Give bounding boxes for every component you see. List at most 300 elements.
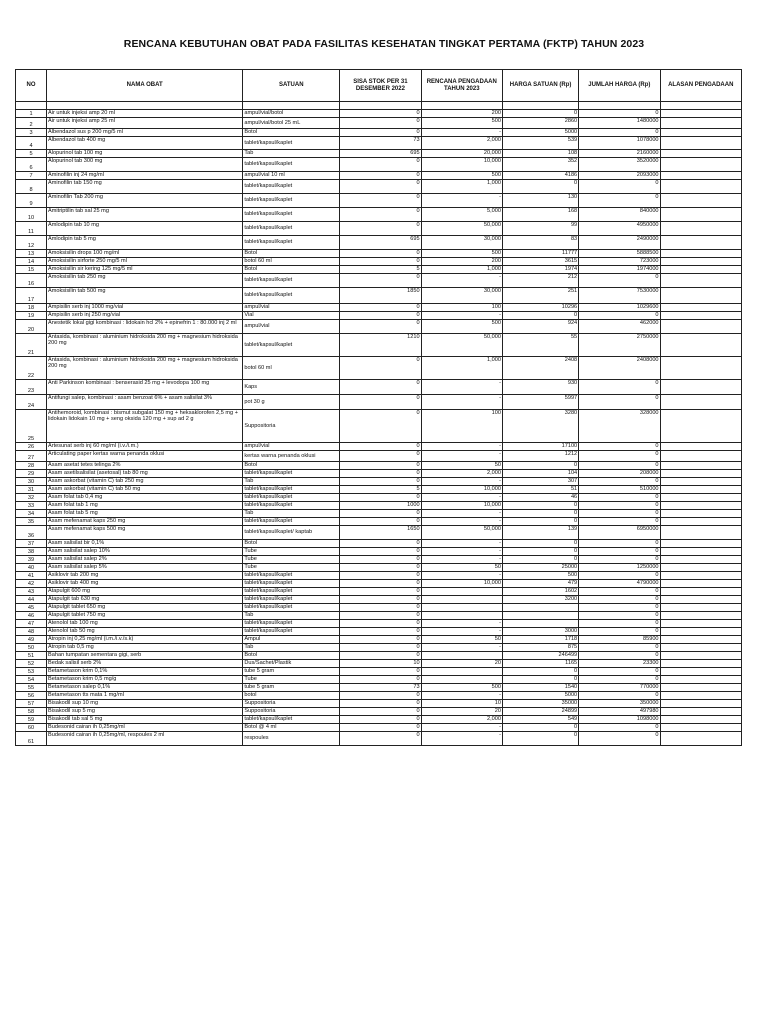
table-cell-jumlah-harga: 0 <box>579 194 660 208</box>
table-row <box>16 288 742 304</box>
table-cell-alasan <box>660 676 741 684</box>
table-cell-no: 1 <box>16 110 47 118</box>
table-cell-jumlah-harga: 462000 <box>579 320 660 334</box>
table-cell-no: 54 <box>16 676 47 684</box>
table-cell-jumlah-harga: 23300 <box>579 660 660 668</box>
table-cell-no: 20 <box>16 320 47 334</box>
table-cell-sisa-stok: 0 <box>340 443 421 451</box>
table-cell-jumlah-harga: 0 <box>579 556 660 564</box>
table-cell-no: 26 <box>16 443 47 451</box>
column-header-jumlah-harga: JUMLAH HARGA (Rp) <box>579 70 660 102</box>
table-cell-jumlah-harga: 0 <box>579 612 660 620</box>
table-cell-rencana: 100 <box>421 410 502 443</box>
table-cell-harga-satuan: 35000 <box>502 700 578 708</box>
table-cell-jumlah-harga: 0 <box>579 676 660 684</box>
table-row <box>16 462 742 470</box>
table-cell-harga-satuan: 0 <box>502 180 578 194</box>
table-cell-nama-obat: Asam asetat tetes telinga 2% <box>47 462 243 470</box>
table-cell-sisa-stok: 695 <box>340 236 421 250</box>
table-cell-no: 41 <box>16 572 47 580</box>
table-cell-no: 60 <box>16 724 47 732</box>
table-cell-no: 16 <box>16 274 47 288</box>
table-cell-no: 50 <box>16 644 47 652</box>
table-cell-no: 43 <box>16 588 47 596</box>
table-cell-alasan <box>660 564 741 572</box>
table-row <box>16 118 742 129</box>
table-cell-alasan <box>660 684 741 692</box>
table-cell-jumlah-harga: 4790000 <box>579 580 660 588</box>
table-cell-no: 47 <box>16 620 47 628</box>
table-cell-satuan: tube 5 gram <box>243 668 340 676</box>
table-cell-nama-obat: Air untuk injeksi amp 20 ml <box>47 110 243 118</box>
table-row <box>16 236 742 250</box>
table-row <box>16 604 742 612</box>
table-cell-nama-obat: Amoksisilin tab 500 mg <box>47 288 243 304</box>
table-cell-no: 3 <box>16 129 47 137</box>
table-cell-alasan <box>660 150 741 158</box>
table-cell-no: 15 <box>16 266 47 274</box>
table-cell-harga-satuan: 55 <box>502 334 578 357</box>
table-cell-jumlah-harga: 1480000 <box>579 118 660 129</box>
table-cell-sisa-stok: 0 <box>340 604 421 612</box>
table-cell-rencana <box>421 604 502 612</box>
table-cell-harga-satuan: 500 <box>502 572 578 580</box>
table-cell-satuan: botol 60 ml <box>243 258 340 266</box>
table-cell-sisa-stok: 0 <box>340 676 421 684</box>
drug-requirement-table <box>15 69 742 746</box>
table-cell-harga-satuan: 139 <box>502 526 578 540</box>
table-cell-satuan: respoules <box>243 732 340 746</box>
table-cell-alasan <box>660 470 741 478</box>
table-cell-nama-obat: Betametason salep 0,1% <box>47 684 243 692</box>
table-cell-nama-obat: Asam mefenamat kaps 500 mg <box>47 526 243 540</box>
table-cell-no: 4 <box>16 137 47 150</box>
table-cell-sisa-stok: 0 <box>340 548 421 556</box>
table-cell-nama-obat: Atropin tab 0,5 mg <box>47 644 243 652</box>
table-cell-no: 22 <box>16 357 47 380</box>
table-header-row <box>16 70 742 102</box>
table-cell-alasan <box>660 716 741 724</box>
table-cell-nama-obat: Asam salisilat salep 5% <box>47 564 243 572</box>
table-cell-nama-obat: Articulating paper kertas warna penanda oklusi <box>47 451 243 462</box>
table-row <box>16 334 742 357</box>
table-cell-rencana: 50,000 <box>421 526 502 540</box>
table-cell-rencana: - <box>421 194 502 208</box>
table-cell-rencana <box>421 668 502 676</box>
table-cell-alasan <box>660 644 741 652</box>
table-cell-no: 24 <box>16 395 47 410</box>
table-cell-jumlah-harga: 723000 <box>579 258 660 266</box>
table-cell-jumlah-harga: 0 <box>579 540 660 548</box>
table-cell-nama-obat: Betametason krim 0,5 mg/g <box>47 676 243 684</box>
table-cell-no: 10 <box>16 208 47 222</box>
table-cell-jumlah-harga: 0 <box>579 572 660 580</box>
table-cell-harga-satuan: 924 <box>502 320 578 334</box>
table-cell-rencana <box>421 596 502 604</box>
table-cell-nama-obat: Bahan tumpatan sementara gigi, serb <box>47 652 243 660</box>
table-cell-sisa-stok: 0 <box>340 580 421 588</box>
table-cell-jumlah-harga: 208000 <box>579 470 660 478</box>
table-cell-sisa-stok: 0 <box>340 258 421 266</box>
table-cell-rencana: - <box>421 628 502 636</box>
table-row <box>16 208 742 222</box>
table-cell-nama-obat: Atapulgit tablet 750 mg <box>47 612 243 620</box>
table-cell-sisa-stok: 0 <box>340 732 421 746</box>
table-cell-no: 35 <box>16 518 47 526</box>
table-cell-satuan: tablet/kapsul/kaplet <box>243 620 340 628</box>
table-cell-satuan: Dus/Sachet/Plastik <box>243 660 340 668</box>
table-cell-sisa-stok: 73 <box>340 137 421 150</box>
table-cell-alasan <box>660 628 741 636</box>
table-cell-nama-obat: Asam salisilat bir 0,1% <box>47 540 243 548</box>
table-cell-no: 38 <box>16 548 47 556</box>
table-cell-rencana: 50 <box>421 636 502 644</box>
table-cell-nama-obat: Alopurinol tab 100 mg <box>47 150 243 158</box>
table-cell-alasan <box>660 334 741 357</box>
table-cell-alasan <box>660 604 741 612</box>
table-cell-harga-satuan: 1540 <box>502 684 578 692</box>
table-cell-nama-obat: Asiklovir tab 400 mg <box>47 580 243 588</box>
table-cell-sisa-stok: 0 <box>340 222 421 236</box>
table-cell-rencana: 2,000 <box>421 470 502 478</box>
table-cell-rencana: 50 <box>421 564 502 572</box>
table-row <box>16 312 742 320</box>
table-cell-rencana: - <box>421 451 502 462</box>
table-cell-satuan: tablet/kapsul/kaplet <box>243 470 340 478</box>
table-cell-jumlah-harga: 0 <box>579 732 660 746</box>
table-cell-jumlah-harga: 1250000 <box>579 564 660 572</box>
table-cell-jumlah-harga: 497980 <box>579 708 660 716</box>
table-cell-jumlah-harga: 328000 <box>579 410 660 443</box>
table-cell-alasan <box>660 478 741 486</box>
table-cell-satuan: tablet/kapsul/kaplet <box>243 274 340 288</box>
table-cell-nama-obat: Asam askorbat (vitamin C) tab 250 mg <box>47 478 243 486</box>
table-cell-no: 40 <box>16 564 47 572</box>
table-cell-satuan: tablet/kapsul/kaplet <box>243 572 340 580</box>
table-cell-harga-satuan: 2860 <box>502 118 578 129</box>
table-cell-satuan: tablet/kapsul/kaplet <box>243 628 340 636</box>
table-cell-rencana <box>421 676 502 684</box>
table-cell-alasan <box>660 110 741 118</box>
table-cell-sisa-stok: 1000 <box>340 502 421 510</box>
table-cell-nama-obat: Ampisilin serb inj 1000 mg/vial <box>47 304 243 312</box>
table-cell-nama-obat: Antasida, kombinasi : aluminium hidroksida 200 mg + magnesium hidroksida 200 mg <box>47 334 243 357</box>
table-cell-no: 36 <box>16 526 47 540</box>
table-cell-satuan: tablet/kapsul/kaplet <box>243 137 340 150</box>
table-cell-harga-satuan: 2408 <box>502 357 578 380</box>
table-cell-harga-satuan: 549 <box>502 716 578 724</box>
table-cell-jumlah-harga: 2750000 <box>579 334 660 357</box>
table-cell-satuan: tablet/kapsul/kaplet <box>243 502 340 510</box>
table-cell-jumlah-harga: 0 <box>579 443 660 451</box>
table-cell-sisa-stok: 0 <box>340 518 421 526</box>
table-cell-rencana: 500 <box>421 320 502 334</box>
table-cell-nama-obat: Albendazol sus p 200 mg/5 ml <box>47 129 243 137</box>
table-cell-harga-satuan: 930 <box>502 380 578 395</box>
table-cell-satuan: Suppositoria <box>243 410 340 443</box>
table-cell-no: 6 <box>16 158 47 172</box>
table-cell-jumlah-harga: 4950000 <box>579 222 660 236</box>
table-cell-satuan: ampul/vial <box>243 320 340 334</box>
table-cell-harga-satuan: 0 <box>502 110 578 118</box>
table-cell-alasan <box>660 158 741 172</box>
table-cell-alasan <box>660 250 741 258</box>
table-cell-satuan: tablet/kapsul/kaplet <box>243 180 340 194</box>
table-cell-sisa-stok: 0 <box>340 462 421 470</box>
table-cell-no: 27 <box>16 451 47 462</box>
table-cell-alasan <box>660 510 741 518</box>
table-cell-satuan: Tab <box>243 150 340 158</box>
table-cell-sisa-stok: 0 <box>340 194 421 208</box>
table-row <box>16 620 742 628</box>
table-row <box>16 692 742 700</box>
table-row <box>16 129 742 137</box>
table-cell-rencana: - <box>421 478 502 486</box>
table-cell-jumlah-harga: 0 <box>579 494 660 502</box>
table-cell-satuan: Tab <box>243 478 340 486</box>
table-cell-alasan <box>660 596 741 604</box>
table-cell-alasan <box>660 708 741 716</box>
table-cell-alasan <box>660 208 741 222</box>
table-cell-harga-satuan: 0 <box>502 540 578 548</box>
table-cell-harga-satuan: 539 <box>502 137 578 150</box>
table-cell-no: 23 <box>16 380 47 395</box>
table-row <box>16 172 742 180</box>
table-cell-nama-obat: Asam folat tab 1 mg <box>47 502 243 510</box>
table-cell-nama-obat: Anti Parkinson kombinasi : benserasid 25 mg + levodopa 100 mg <box>47 380 243 395</box>
table-cell-alasan <box>660 636 741 644</box>
table-cell-alasan <box>660 502 741 510</box>
table-cell-sisa-stok: 0 <box>340 451 421 462</box>
table-cell-jumlah-harga: 0 <box>579 380 660 395</box>
table-row <box>16 180 742 194</box>
table-cell-sisa-stok: 0 <box>340 410 421 443</box>
table-cell-harga-satuan: 1212 <box>502 451 578 462</box>
table-cell-satuan: tablet/kapsul/kaplet <box>243 716 340 724</box>
table-cell-harga-satuan <box>502 604 578 612</box>
table-cell-jumlah-harga: 0 <box>579 518 660 526</box>
table-cell-satuan: Tube <box>243 556 340 564</box>
table-row <box>16 380 742 395</box>
table-cell-satuan: tablet/kapsul/kaplet <box>243 494 340 502</box>
table-cell-nama-obat: Bisakodil sup 5 mg <box>47 708 243 716</box>
table-cell-harga-satuan: 251 <box>502 288 578 304</box>
table-cell-jumlah-harga: 0 <box>579 502 660 510</box>
table-row <box>16 700 742 708</box>
table-cell-rencana: 20,000 <box>421 150 502 158</box>
table-cell-rencana: - <box>421 724 502 732</box>
table-cell-jumlah-harga: 85900 <box>579 636 660 644</box>
table-cell-harga-satuan: 1165 <box>502 660 578 668</box>
table-cell-alasan <box>660 494 741 502</box>
table-cell-alasan <box>660 118 741 129</box>
table-cell-nama-obat: Albendazol tab 400 mg <box>47 137 243 150</box>
table-cell-sisa-stok: 0 <box>340 596 421 604</box>
table-row <box>16 451 742 462</box>
table-cell-jumlah-harga: 0 <box>579 312 660 320</box>
table-cell-harga-satuan: 5000 <box>502 692 578 700</box>
table-cell-satuan: tablet/kapsul/kaplet <box>243 208 340 222</box>
table-cell-sisa-stok: 0 <box>340 172 421 180</box>
table-cell-nama-obat: Atapulgit tablet 650 mg <box>47 604 243 612</box>
table-row <box>16 708 742 716</box>
table-cell-satuan: Suppositoria <box>243 708 340 716</box>
table-cell-jumlah-harga: 0 <box>579 510 660 518</box>
table-cell-rencana: - <box>421 518 502 526</box>
table-cell-sisa-stok: 0 <box>340 564 421 572</box>
table-cell-sisa-stok: 0 <box>340 470 421 478</box>
table-cell-harga-satuan: 24899 <box>502 708 578 716</box>
table-cell-satuan: kertas warna penanda oklusi <box>243 451 340 462</box>
table-cell-no: 58 <box>16 708 47 716</box>
table-cell-alasan <box>660 732 741 746</box>
table-cell-satuan: ampul/vial <box>243 443 340 451</box>
table-cell-satuan: ampul/vial <box>243 304 340 312</box>
table-cell-harga-satuan: 246499 <box>502 652 578 660</box>
table-cell-sisa-stok: 0 <box>340 208 421 222</box>
table-cell-harga-satuan: 0 <box>502 502 578 510</box>
table-cell-jumlah-harga: 0 <box>579 668 660 676</box>
table-cell-jumlah-harga: 770000 <box>579 684 660 692</box>
table-cell-nama-obat: Bedak salisil serb 2% <box>47 660 243 668</box>
table-cell-sisa-stok: 1210 <box>340 334 421 357</box>
table-cell-nama-obat: Air untuk injeksi amp 25 ml <box>47 118 243 129</box>
table-cell-jumlah-harga: 7530000 <box>579 288 660 304</box>
table-cell-jumlah-harga: 1098000 <box>579 716 660 724</box>
table-cell-sisa-stok: 5 <box>340 266 421 274</box>
table-cell-satuan: Suppositoria <box>243 700 340 708</box>
table-row <box>16 470 742 478</box>
table-cell-nama-obat: Budesonid cairan ih 0,25mg/ml, respoules 2 ml <box>47 732 243 746</box>
table-cell-rencana: 20 <box>421 660 502 668</box>
table-cell-alasan <box>660 395 741 410</box>
table-cell-harga-satuan: 4186 <box>502 172 578 180</box>
table-cell-jumlah-harga: 0 <box>579 628 660 636</box>
table-cell-sisa-stok: 0 <box>340 478 421 486</box>
table-cell-alasan <box>660 236 741 250</box>
table-row <box>16 494 742 502</box>
table-cell-alasan <box>660 692 741 700</box>
table-row <box>16 676 742 684</box>
table-cell-sisa-stok: 0 <box>340 395 421 410</box>
table-cell-alasan <box>660 572 741 580</box>
table-cell-nama-obat: Atapulgit 600 mg <box>47 588 243 596</box>
table-cell-satuan: Botol <box>243 652 340 660</box>
table-cell-jumlah-harga: 0 <box>579 395 660 410</box>
table-row <box>16 636 742 644</box>
table-cell-jumlah-harga: 0 <box>579 644 660 652</box>
table-cell-sisa-stok: 0 <box>340 494 421 502</box>
table-cell-satuan: Botol <box>243 250 340 258</box>
table-cell-no: 55 <box>16 684 47 692</box>
table-cell-satuan: tablet/kapsul/kaplet <box>243 604 340 612</box>
table-cell-rencana: - <box>421 540 502 548</box>
table-row <box>16 266 742 274</box>
table-cell-sisa-stok: 0 <box>340 628 421 636</box>
table-cell-satuan: tablet/kapsul/kaplet <box>243 236 340 250</box>
table-cell-sisa-stok: 0 <box>340 700 421 708</box>
table-cell-satuan: tablet/kapsul/kaplet <box>243 588 340 596</box>
table-cell-sisa-stok: 0 <box>340 312 421 320</box>
table-cell-rencana: - <box>421 494 502 502</box>
table-cell-rencana: 500 <box>421 250 502 258</box>
table-cell-harga-satuan: 0 <box>502 732 578 746</box>
table-cell-nama-obat: Atropin inj 0,25 mg/ml (i.m./i.v./s.k) <box>47 636 243 644</box>
table-cell-no: 52 <box>16 660 47 668</box>
table-row <box>16 644 742 652</box>
table-cell-rencana <box>421 612 502 620</box>
table-cell-satuan: Ampul <box>243 636 340 644</box>
table-row <box>16 668 742 676</box>
table-cell-sisa-stok: 0 <box>340 716 421 724</box>
table-row <box>16 732 742 746</box>
table-cell-satuan: Botol @ 4 ml <box>243 724 340 732</box>
table-cell-rencana: 50,000 <box>421 222 502 236</box>
table-cell-no: 13 <box>16 250 47 258</box>
table-cell-sisa-stok: 0 <box>340 129 421 137</box>
table-cell-harga-satuan: 1974 <box>502 266 578 274</box>
table-cell-alasan <box>660 194 741 208</box>
table-cell-jumlah-harga: 3520000 <box>579 158 660 172</box>
table-cell-satuan: tablet/kapsul/kaplet/ kaptab <box>243 526 340 540</box>
table-cell-rencana: - <box>421 380 502 395</box>
table-cell-sisa-stok: 0 <box>340 668 421 676</box>
table-cell-no: 37 <box>16 540 47 548</box>
table-cell-nama-obat: Anestetik lokal gigi kombinasi : lidokain hcl 2% + epinefrin 1 : 80.000 inj 2 ml <box>47 320 243 334</box>
table-cell-jumlah-harga: 0 <box>579 620 660 628</box>
table-cell-alasan <box>660 652 741 660</box>
table-cell-alasan <box>660 288 741 304</box>
table-cell-satuan: tablet/kapsul/kaplet <box>243 518 340 526</box>
header-spacer-row <box>16 102 742 110</box>
table-cell-sisa-stok: 0 <box>340 357 421 380</box>
table-cell-jumlah-harga: 2408000 <box>579 357 660 380</box>
table-cell-alasan <box>660 380 741 395</box>
table-cell-rencana: 10,000 <box>421 580 502 588</box>
table-cell-alasan <box>660 660 741 668</box>
table-cell-rencana: - <box>421 556 502 564</box>
table-cell-jumlah-harga: 2160000 <box>579 150 660 158</box>
table-cell-alasan <box>660 304 741 312</box>
table-cell-rencana: - <box>421 129 502 137</box>
table-cell-no: 12 <box>16 236 47 250</box>
table-cell-harga-satuan: 0 <box>502 462 578 470</box>
table-cell-rencana: 30,000 <box>421 236 502 250</box>
table-cell-nama-obat: Aminofilin Tab 200 mg <box>47 194 243 208</box>
table-cell-jumlah-harga: 0 <box>579 129 660 137</box>
table-cell-rencana: 500 <box>421 118 502 129</box>
table-cell-alasan <box>660 172 741 180</box>
table-cell-harga-satuan: 10296 <box>502 304 578 312</box>
table-cell-nama-obat: Amitriptilin tab sal 25 mg <box>47 208 243 222</box>
table-cell-rencana: 5,000 <box>421 208 502 222</box>
table-row <box>16 572 742 580</box>
table-cell-sisa-stok: 0 <box>340 118 421 129</box>
table-cell-satuan: Tube <box>243 564 340 572</box>
table-cell-satuan: ampul/vial/botol <box>243 110 340 118</box>
table-cell-jumlah-harga: 0 <box>579 692 660 700</box>
table-row <box>16 486 742 494</box>
table-cell-rencana: 200 <box>421 110 502 118</box>
table-row <box>16 194 742 208</box>
table-cell-jumlah-harga: 1078000 <box>579 137 660 150</box>
column-header-rencana-pengadaan: RENCANA PENGADAAN TAHUN 2023 <box>421 70 502 102</box>
table-cell-alasan <box>660 486 741 494</box>
table-row <box>16 150 742 158</box>
table-cell-harga-satuan: 130 <box>502 194 578 208</box>
table-cell-harga-satuan: 51 <box>502 486 578 494</box>
table-cell-alasan <box>660 724 741 732</box>
